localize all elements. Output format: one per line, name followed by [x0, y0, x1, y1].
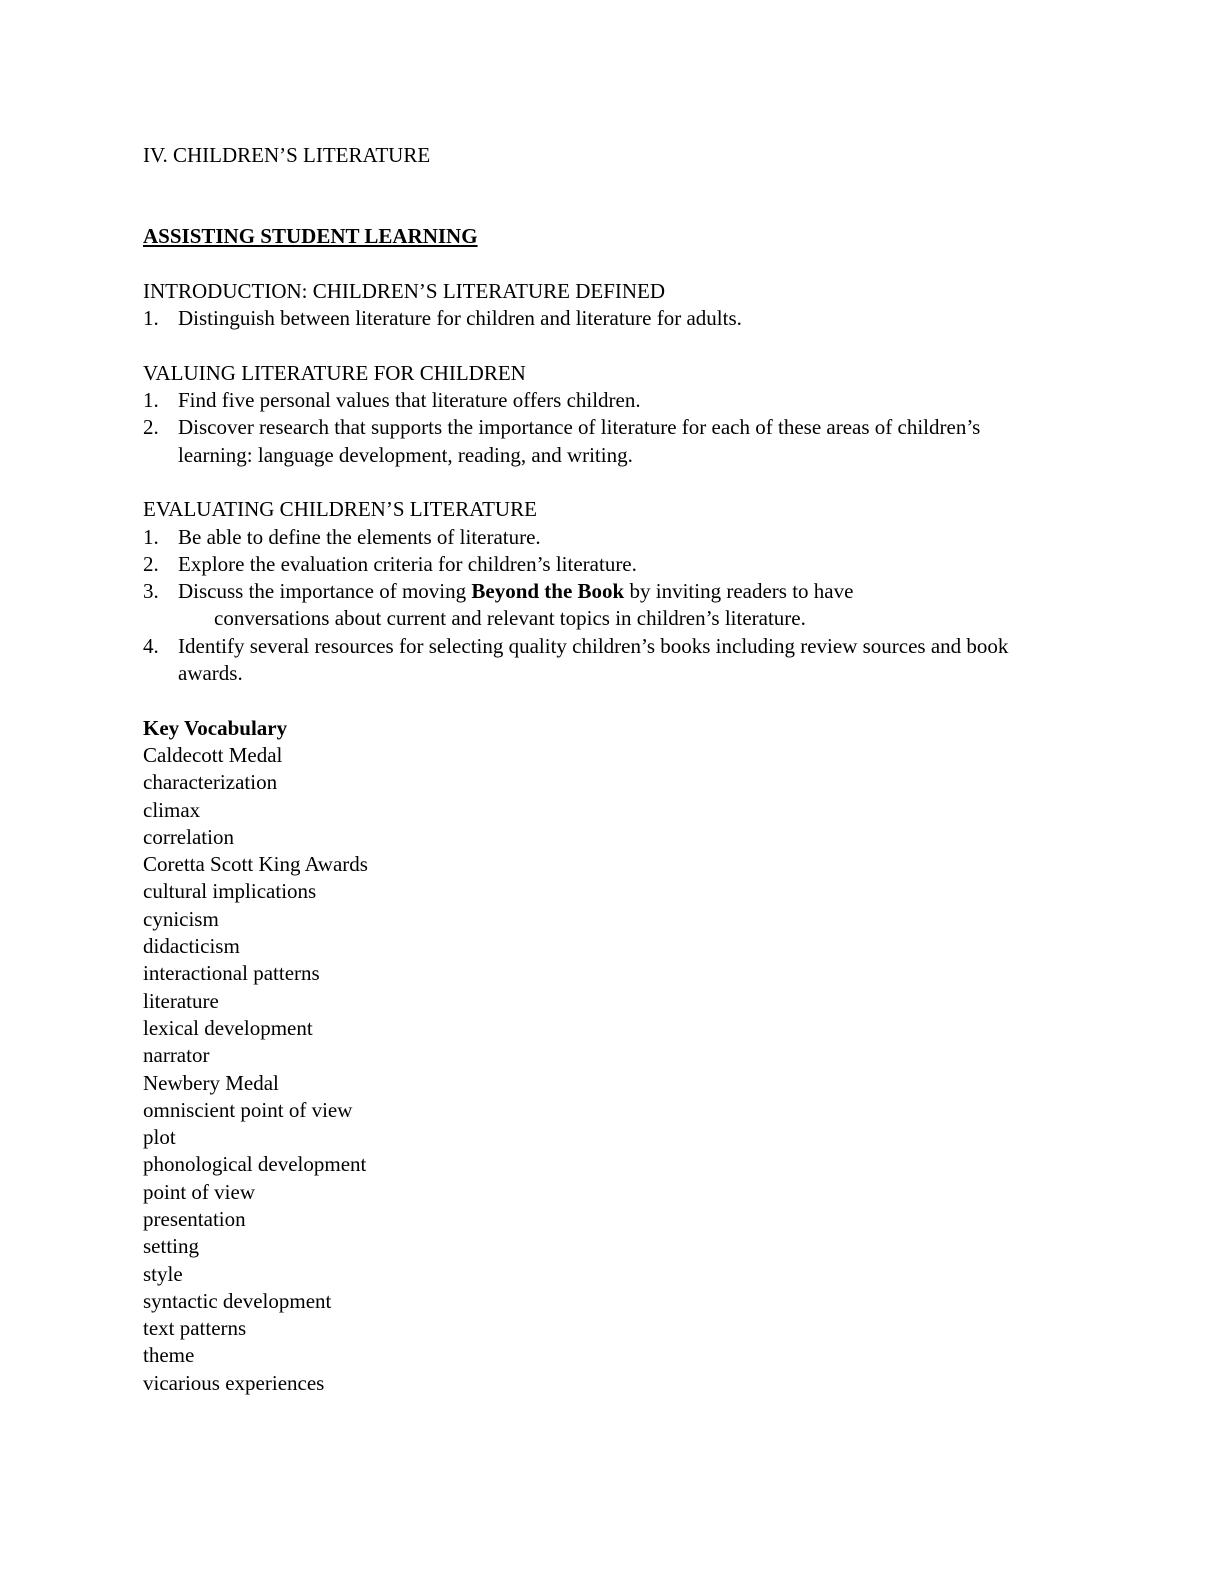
- objective-list: [143, 524, 1103, 688]
- objective-item: [143, 414, 1103, 469]
- objective-continuation: conversations about current and relevant topics in children’s literature.: [214, 606, 806, 631]
- vocabulary-term: presentation: [143, 1206, 246, 1231]
- objective-text: Discover research that supports the importance of literature for each of these areas of children’s learning: language development, reading, and writing.: [178, 415, 981, 467]
- vocabulary-term: syntactic development: [143, 1288, 332, 1313]
- vocabulary-term: didacticism: [143, 934, 240, 959]
- vocabulary-term: Newbery Medal: [143, 1070, 279, 1095]
- objective-item: [143, 633, 1103, 688]
- vocabulary-term: plot: [143, 1125, 176, 1150]
- vocabulary-term: literature: [143, 988, 219, 1013]
- vocabulary-list: [143, 742, 1103, 1397]
- section-valuing: [143, 360, 1103, 469]
- vocabulary-term: text patterns: [143, 1316, 247, 1341]
- objective-item: [143, 578, 1103, 633]
- vocabulary-term: theme: [143, 1343, 195, 1368]
- vocabulary-term: style: [143, 1261, 183, 1286]
- vocabulary-term: correlation: [143, 824, 234, 849]
- vocabulary-term: omniscient point of view: [143, 1097, 353, 1122]
- objective-item: [143, 305, 1103, 332]
- vocabulary-term: climax: [143, 797, 201, 822]
- objective-text: Identify several resources for selecting quality children’s books including review sources and book awards.: [178, 633, 1009, 686]
- document-page: [143, 142, 1103, 1397]
- vocabulary-term: cultural implications: [143, 879, 317, 904]
- vocabulary-term: cynicism: [143, 906, 219, 931]
- section-title: VALUING LITERATURE FOR CHILDREN: [143, 360, 526, 385]
- objective-item: [143, 387, 1103, 414]
- section-title: INTRODUCTION: CHILDREN’S LITERATURE DEFINED: [143, 278, 666, 303]
- main-heading: ASSISTING STUDENT LEARNING: [143, 224, 478, 249]
- chapter-title: IV. CHILDREN’S LITERATURE: [143, 143, 431, 167]
- vocabulary-term: Caldecott Medal: [143, 742, 283, 767]
- objective-number: 1.: [143, 388, 159, 413]
- objective-list: [143, 387, 1103, 469]
- vocabulary-term: lexical development: [143, 1015, 313, 1040]
- objective-number: 1.: [143, 524, 159, 549]
- objective-list: [143, 305, 1103, 332]
- section-introduction: [143, 278, 1103, 333]
- objective-number: 1.: [143, 306, 159, 331]
- vocabulary-section: [143, 715, 1103, 1397]
- objective-number: 2.: [143, 551, 159, 576]
- section-title: EVALUATING CHILDREN’S LITERATURE: [143, 497, 537, 522]
- vocabulary-heading: Key Vocabulary: [143, 715, 288, 740]
- objective-number: 3.: [143, 579, 159, 604]
- objective-text: [178, 578, 1078, 633]
- objective-text: Explore the evaluation criteria for children’s literature.: [178, 551, 637, 576]
- objective-text-start: Discuss the importance of moving: [178, 579, 472, 604]
- objective-item: [143, 551, 1103, 578]
- objective-text-end: by inviting readers to have: [624, 579, 854, 604]
- section-evaluating: [143, 496, 1103, 687]
- beyond-the-book-emphasis: Beyond the Book: [471, 579, 625, 604]
- vocabulary-term: phonological development: [143, 1152, 367, 1177]
- vocabulary-term: characterization: [143, 770, 278, 795]
- objective-item: [143, 524, 1103, 551]
- objective-number: 2.: [143, 415, 159, 440]
- objective-text: Distinguish between literature for children and literature for adults.: [178, 306, 742, 331]
- vocabulary-term: point of view: [143, 1179, 255, 1204]
- vocabulary-term: setting: [143, 1234, 199, 1259]
- vocabulary-term: narrator: [143, 1043, 210, 1068]
- vocabulary-term: Coretta Scott King Awards: [143, 852, 368, 877]
- objective-number: 4.: [143, 633, 159, 658]
- objective-text: Be able to define the elements of literature.: [178, 524, 541, 549]
- vocabulary-term: vicarious experiences: [143, 1370, 325, 1395]
- vocabulary-term: interactional patterns: [143, 961, 320, 986]
- objective-text: Find five personal values that literature offers children.: [178, 388, 641, 413]
